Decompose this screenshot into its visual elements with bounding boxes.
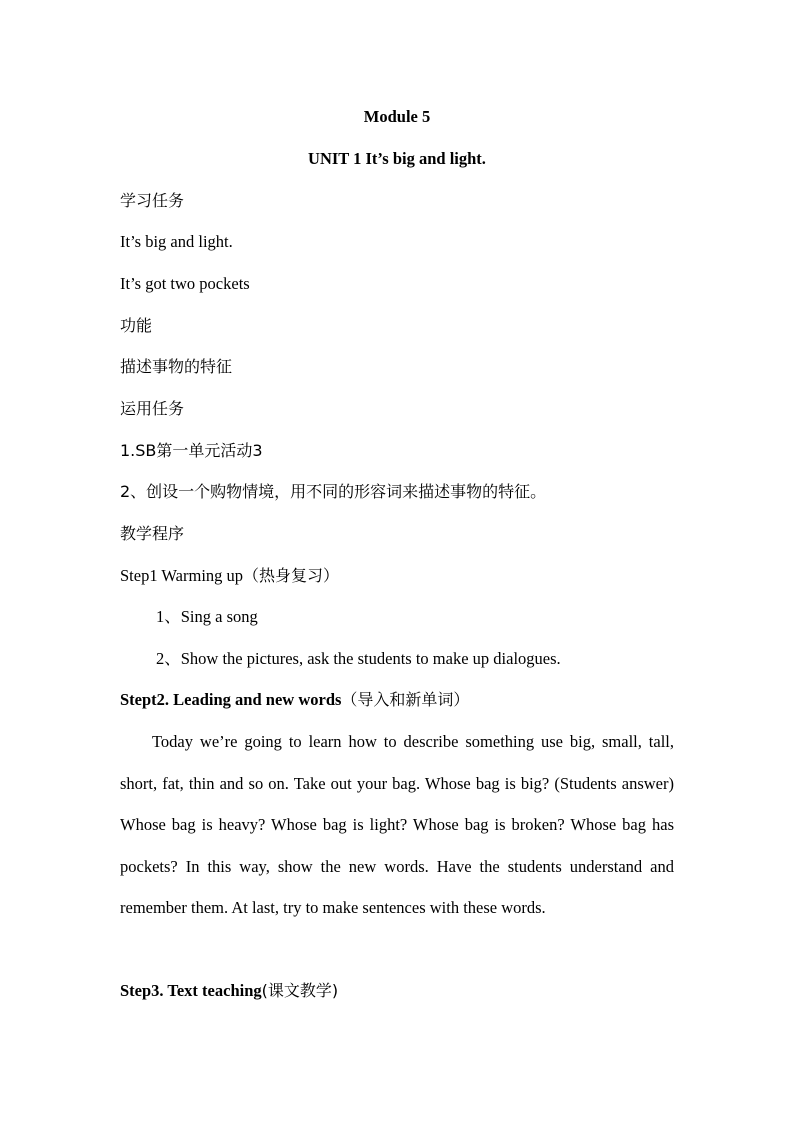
step2-paragraph: Today we’re going to learn how to describe something use big, small, tall, short, fat, thin and so on. Take out your bag. Whose bag is big? (Students answer) Whose bag is heavy? Whose bag is light? Whose bag is broken? Whose bag has pockets? In this way, show the new words. Have the students understand and remember them. At last, try to make sentences with these words. xyxy=(120,732,674,918)
function-text: 描述事物的特征 xyxy=(120,357,233,376)
step1-note: （热身复习） xyxy=(243,566,340,585)
step2-label: Stept2. Leading and new words xyxy=(120,690,342,709)
task-heading: 学习任务 xyxy=(120,191,185,210)
procedure-heading: 教学程序 xyxy=(120,524,185,543)
step1-item-1: 1、Sing a song xyxy=(156,607,258,626)
apply-item-2: 2、创设一个购物情境，用不同的形容词来描述事物的特征。 xyxy=(120,482,547,501)
apply-heading: 运用任务 xyxy=(120,399,185,418)
step3-label: Step3. Text teaching xyxy=(120,981,262,1000)
function-heading: 功能 xyxy=(120,316,153,335)
step1-label: Step1 Warming up xyxy=(120,566,244,585)
step3-note: (课文教学) xyxy=(261,981,339,1000)
unit-title: UNIT 1 It’s big and light. xyxy=(308,149,486,168)
apply-item-1: 1.SB第一单元活动3 xyxy=(120,441,263,460)
task-line-1: It’s big and light. xyxy=(120,232,233,251)
task-line-2: It’s got two pockets xyxy=(120,274,250,293)
step2-heading xyxy=(120,690,469,710)
step2-note: （导入和新单词） xyxy=(341,690,470,709)
step1-item-2: 2、Show the pictures, ask the students to make up dialogues. xyxy=(156,649,561,668)
step1-heading xyxy=(120,566,339,586)
step3-heading xyxy=(120,981,338,1001)
module-title: Module 5 xyxy=(363,107,431,126)
